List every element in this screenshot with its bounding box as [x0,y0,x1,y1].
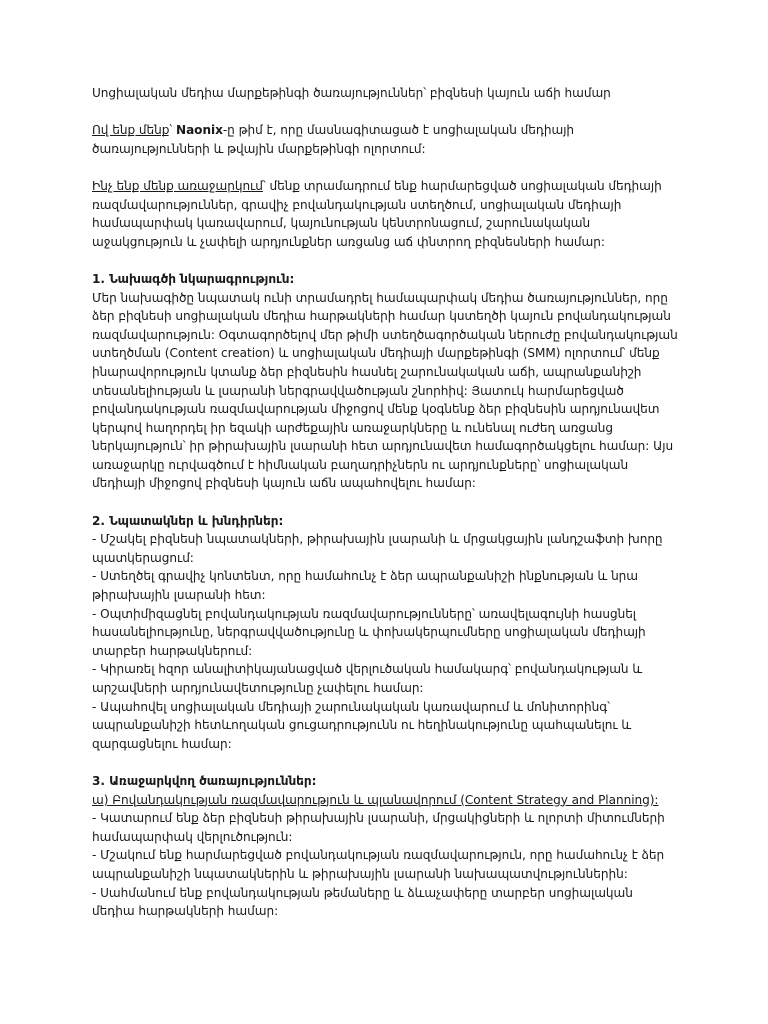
list-item: - Կատարում ենք ձեր բիզնեսի թիրախային լսարանի, մրցակիցների և ոլորտի միտումների համապարփակ վերլուծություն: [92,811,665,844]
list-item: - Սահմանում ենք բովանդակության թեմաները և ձևաչափերը տարբեր սոցիալական մեդիա հարթակների համար: [92,885,633,919]
what-we-offer-paragraph [92,177,678,251]
list-item: - Օպտիմիզացնել բովանդակության ռազմավարությունները՝ առավելագույնի հասցնել հասանելիությունը, ներգրավվածությունը և փոխակերպումները սոցիալական մեդիայի տարբեր հարթակներում: [92,606,646,658]
section-heading: 3. Առաջարկվող ծառայություններ: [92,773,317,788]
section-goals [92,512,678,754]
who-we-are-separator: ՝ [169,123,176,138]
section-project-description [92,270,678,493]
brand-name: Naonix [176,123,223,138]
section-heading: 2. Նպատակներ և խնդիրներ: [92,513,284,528]
list-item: - Մշակել բիզնեսի նպատակների, թիրախային լսարանի և մրցակցային լանդշաֆտի խորը պատկերացում: [92,532,663,565]
subsection-heading: ա) Բովանդակության ռազմավարություն և պլանավորում (Content Strategy and Planning): [92,792,659,807]
section-heading: 1. Նախագծի նկարագրություն: [92,271,295,286]
list-item: - Մշակում ենք հարմարեցված բովանդակության ռազմավարություն, որը համահունչ է ձեր ապրանքանիշի նպատակներին և թիրախային լսարանի նախապատվություններին: [92,848,665,881]
who-we-are-paragraph [92,121,678,158]
list-item: - Կիրառել հզոր անալիտիկայանացված վերլուծական համակարգ՝ բովանդակության և արշավների արդյունավետությունը չափելու համար: [92,662,643,695]
document-title: Սոցիալական մեդիա մարքեթինգի ծառայություններ՝ բիզնեսի կայուն աճի համար [92,86,611,100]
who-we-are-text: -ը թիմ է, որը մասնագիտացած է սոցիալական մեդիայի ծառայությունների և թվային մարքեթինգի ոլորտում: [92,123,575,156]
what-we-offer-label: Ինչ ենք մենք առաջարկում [92,178,263,193]
section-body: Մեր նախագիծը նպատակ ունի տրամադրել համապարփակ մեդիա ծառայություններ, որը ձեր բիզնեսի սոցիալական մեդիա հարթակների համար կստեղծի կայուն բովանդակության ռազմավարություն: Օգտագործելով մեր թիմի ստեղծագործական ներուժը բովանդակության ստեղծման (Content creation) և սոցիալական մեդիայի մարքեթինգի (SMM) ոլորտում՝ մենք ինարավորություն կտանք ձեր բիզնեսին հասնել շարունակական աճի, ապրանքանիշի տեսանելիության և լսարանի ներգրավվածության շնորհիվ: Յատուկ հարմարեցված բովանդակության ռազմավարության միջոցով մենք կօգնենք ձեր բիզնեսին արդյունավետ կերպով հաղորդել իր եզակի արժեքային առաջարկները և ունենալ ուժեղ առցանց ներկայություն՝ իր թիրախային լսարանի հետ արդյունավետ համագործակցելու համար: Այս առաջարկը ուրվագծում է հիմնական բաղադրիչներն ու արդյունքները՝ սոցիալական մեդիայի միջոցով բիզնեսի կայուն աճն ապահովելու համար: [92,290,678,491]
what-we-offer-text: ՝ մենք տրամադրում ենք հարմարեցված սոցիալական մեդիայի ռազմավարություններ, գրավիչ բովանդակության ստեղծում, սոցիալական մեդիայի համապարփակ կառավարում, կայունության կենտրոնացում, շարունակական աջակցություն և չափելի արդյունքներ առցանց աճ փնտրող բիզնեսների համար: [92,178,662,249]
list-item: - Ստեղծել գրավիչ կոնտենտ, որը համահունչ է ձեր ապրանքանիշի ինքնության և նրա թիրախային լսարանի հետ: [92,569,639,603]
list-item: - Ապահովել սոցիալական մեդիայի շարունակական կառավարում և մոնիտորինգ՝ ապրանքանիշի հետևողական ցուցադրությունն ու հեղինակությունը պահպանելու և զարգացնելու համար: [92,699,632,751]
section-services [92,772,678,921]
who-we-are-label: Ով ենք մենք [92,123,170,138]
